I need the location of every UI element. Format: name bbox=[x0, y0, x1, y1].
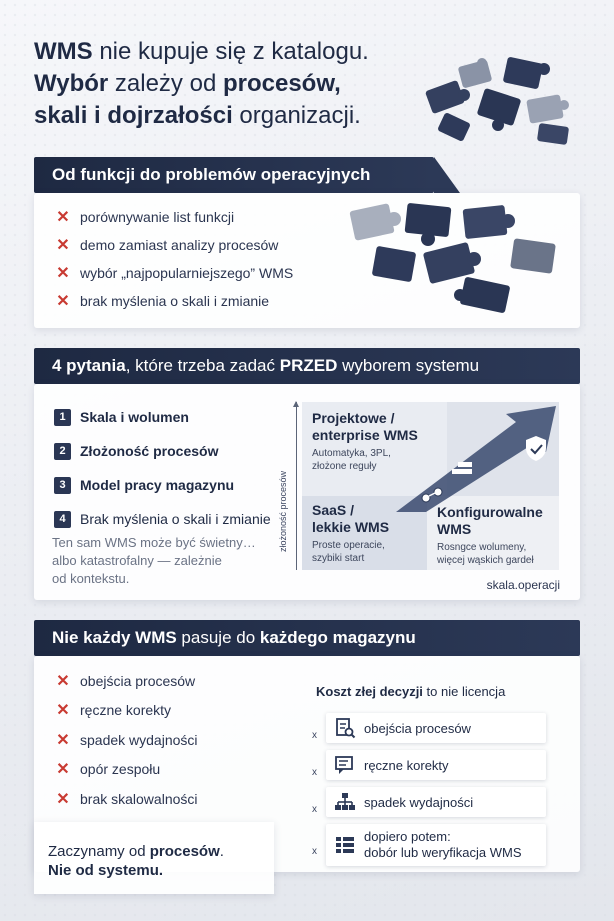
puzzle-pieces-illustration bbox=[420, 55, 585, 145]
question-item: 1 Skala i wolumen bbox=[54, 400, 271, 434]
puzzle-pieces-illustration bbox=[334, 197, 574, 317]
chat-edit-icon bbox=[334, 754, 356, 776]
x-mark-icon: ✕ bbox=[56, 265, 70, 282]
quadrant-saas: SaaS / lekkie WMS Proste operacie, szybiki start bbox=[302, 496, 427, 570]
number-badge: 2 bbox=[54, 443, 71, 460]
section-header-questions: 4 pytania, które trzeba zadać PRZED wyborem systemu bbox=[34, 348, 580, 384]
y-axis-label: złożoność procesów bbox=[278, 470, 288, 552]
question-item: 3 Model pracy magazynu bbox=[54, 468, 271, 502]
cost-item: ręczne korekty bbox=[326, 750, 546, 780]
list-item: ✕ demo zamiast analizy procesów bbox=[54, 231, 293, 259]
list-item: ✕ brak myślenia o skali i zmianie bbox=[54, 287, 293, 315]
number-badge: 1 bbox=[54, 409, 71, 426]
list-item: ✕ porównywanie list funkcji bbox=[54, 203, 293, 231]
cost-item: spadek wydajności bbox=[326, 787, 546, 817]
x-axis-label: skala.operacji bbox=[486, 578, 560, 592]
x-mark-icon: ✕ bbox=[56, 237, 70, 254]
shield-check-icon bbox=[526, 436, 546, 461]
puzzle-piece bbox=[458, 58, 493, 89]
questions-list bbox=[54, 400, 271, 536]
x-marker: x bbox=[312, 730, 317, 741]
list-item: ✕ opór zespołu bbox=[54, 755, 198, 785]
x-marker: x bbox=[312, 767, 317, 778]
hierarchy-icon bbox=[334, 791, 356, 813]
cost-item: dopiero potem: dobór lub weryfikacja WMS bbox=[326, 824, 546, 866]
quadrant-configurable: Konfigurowalne WMS Rosngce wolumeny, więcej wąskich gardeł bbox=[427, 496, 559, 570]
x-mark-icon: ✕ bbox=[56, 731, 70, 749]
list-item: ✕ obejścia procesów bbox=[54, 666, 198, 696]
list-item: ✕ brak skalowalności bbox=[54, 784, 198, 814]
section-card-functions bbox=[34, 193, 580, 328]
context-note: Ten sam WMS może być świetny… albo katastrofalny — zależnie od kontekstu. bbox=[52, 535, 256, 586]
list-item: ✕ ręczne korekty bbox=[54, 696, 198, 726]
section-card-questions bbox=[34, 384, 580, 600]
growth-trend-arrow bbox=[396, 402, 561, 512]
y-axis-arrow bbox=[296, 402, 297, 570]
closing-statement: Zaczynamy od procesów. Nie od systemu. bbox=[34, 822, 274, 894]
x-mark-icon: ✕ bbox=[56, 702, 70, 720]
x-mark-icon: ✕ bbox=[56, 761, 70, 779]
question-item: 2 Złożoność procesów bbox=[54, 434, 271, 468]
cost-item: obejścia procesów bbox=[326, 713, 546, 743]
x-mark-icon: ✕ bbox=[56, 672, 70, 690]
list-item: ✕ wybór „najpopularniejszego” WMS bbox=[54, 259, 293, 287]
cost-title: Koszt złej decyzji to nie licencja bbox=[316, 684, 506, 699]
x-mark-icon: ✕ bbox=[56, 293, 70, 310]
question-item: 4 Brak myślenia o skali i zmianie bbox=[54, 502, 271, 536]
problems-list bbox=[54, 203, 293, 315]
x-marker: x bbox=[312, 846, 317, 857]
x-marker: x bbox=[312, 804, 317, 815]
document-search-icon bbox=[334, 717, 356, 739]
x-mark-icon: ✕ bbox=[56, 209, 70, 226]
section-header-fit: Nie każdy WMS pasuje do każdego magazynu bbox=[34, 620, 580, 656]
quadrant-enterprise: Projektowe / enterprise WMS Automatyka, 3PL, złożone reguły bbox=[302, 402, 447, 496]
number-badge: 3 bbox=[54, 477, 71, 494]
section-header-functions: Od funkcji do problemów operacyjnych bbox=[34, 157, 434, 193]
list-grid-icon bbox=[334, 834, 356, 856]
list-item: ✕ spadek wydajności bbox=[54, 725, 198, 755]
x-mark-icon: ✕ bbox=[56, 790, 70, 808]
wms-positioning-matrix bbox=[278, 402, 566, 572]
page-headline: WMS nie kupuje się z katalogu. Wybór zależy od procesów, skali i dojrzałości organizacji. bbox=[34, 38, 369, 129]
number-badge: 4 bbox=[54, 511, 71, 528]
consequences-list bbox=[54, 666, 198, 814]
